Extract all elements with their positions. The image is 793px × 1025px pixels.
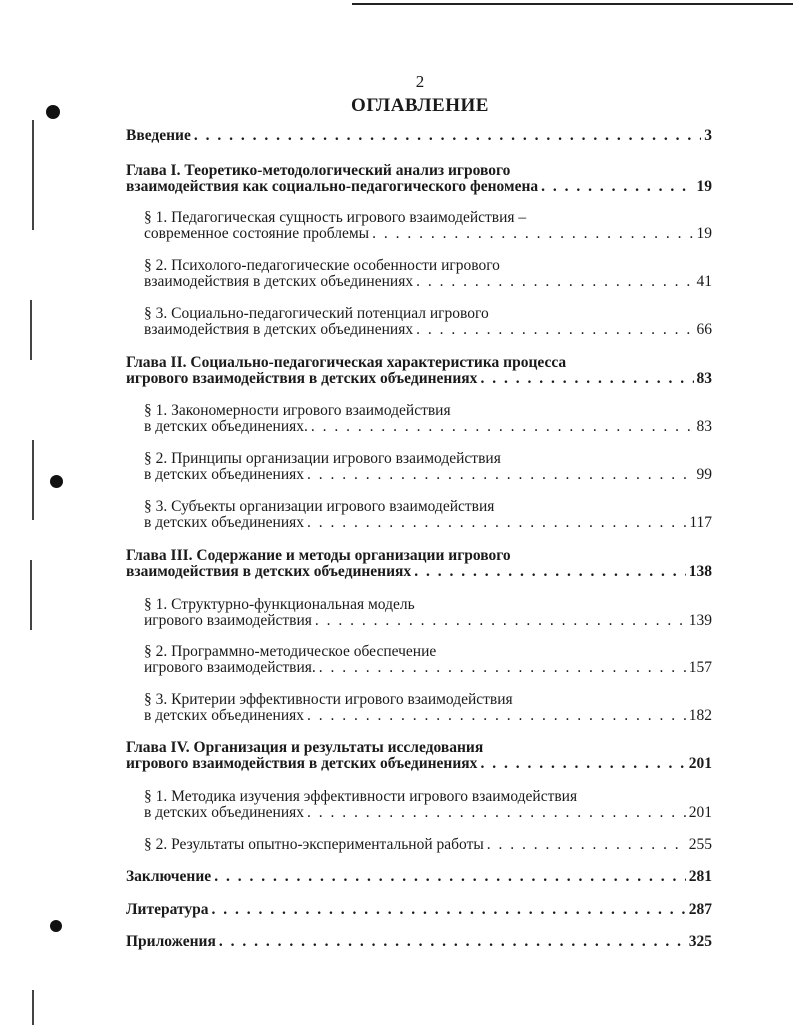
toc-entry-text: Глава I. Теоретико-методологический анализ игрового: [126, 162, 511, 179]
toc-chapter-entry: [126, 355, 712, 387]
toc-entry-line: [144, 708, 712, 724]
dot-leader: [194, 128, 701, 144]
dot-leader: [211, 902, 685, 918]
dot-leader: [541, 179, 693, 195]
toc-entry-line: [144, 644, 712, 660]
toc-entry-line: [144, 226, 712, 242]
scan-margin-mark: [32, 440, 34, 520]
toc-page-number: 19: [696, 225, 712, 242]
toc-entry-text: современное состояние проблемы: [144, 225, 370, 242]
toc-entry-text: взаимодействия в детских объединениях: [126, 563, 412, 580]
toc-chapter-entry: [126, 934, 712, 950]
scan-margin-mark: [32, 990, 34, 1025]
toc-entry-text: § 3. Субъекты организации игрового взаимодействия: [144, 498, 495, 515]
toc-entry-text: § 1. Методика изучения эффективности игрового взаимодействия: [144, 788, 578, 805]
toc-chapter-entry: [126, 548, 712, 580]
hole-punch-mark: [50, 475, 63, 488]
dot-leader: [307, 805, 686, 821]
toc-entry-line: [144, 837, 712, 853]
toc-entry-text: § 2. Психолого-педагогические особенности игрового: [144, 257, 500, 274]
toc-page-number: 83: [696, 370, 712, 387]
toc-entry-line: [144, 805, 712, 821]
dot-leader: [416, 322, 693, 338]
toc-entry-line: [126, 756, 712, 772]
toc-entry-text: игрового взаимодействия в детских объединениях: [126, 755, 478, 772]
dot-leader: [414, 564, 686, 580]
scan-top-rule: [352, 3, 793, 5]
toc-entry-line: [144, 258, 712, 274]
toc-page-number: 139: [688, 612, 712, 629]
toc-section-entry: [144, 210, 712, 242]
dot-leader: [307, 708, 686, 724]
toc-entry-text: § 3. Социально-педагогический потенциал игрового: [144, 305, 489, 322]
hole-punch-mark: [50, 920, 62, 932]
toc-chapter-entry: [126, 869, 712, 885]
toc-entry-text: взаимодействия как социально-педагогического феномена: [126, 178, 539, 195]
toc-entry-text: § 1. Закономерности игрового взаимодействия: [144, 402, 451, 419]
toc-section-entry: [144, 306, 712, 338]
toc-entry-text: Введение: [126, 127, 191, 144]
toc-entry-line: [144, 403, 712, 419]
dot-leader: [315, 613, 686, 629]
toc-entry-line: [126, 934, 712, 950]
toc-chapter-entry: [126, 902, 712, 918]
toc-entry-text: § 2. Результаты опытно-экспериментальной работы: [144, 836, 484, 853]
toc-entry-text: § 2. Программно-методическое обеспечение: [144, 643, 437, 660]
toc-entry-text: Глава III. Содержание и методы организации игрового: [126, 547, 511, 564]
scan-margin-mark: [32, 120, 34, 230]
toc-entry-text: Глава II. Социально-педагогическая характеристика процесса: [126, 354, 567, 371]
toc-entry-line: [126, 740, 712, 756]
dot-leader: [307, 467, 693, 483]
dot-leader: [487, 837, 686, 853]
toc-entry-line: [144, 451, 712, 467]
toc-section-entry: [144, 837, 712, 853]
toc-entry-line: [144, 660, 712, 676]
toc-page-number: 281: [688, 868, 712, 885]
dot-leader: [372, 226, 693, 242]
toc-entry-text: взаимодействия в детских объединениях: [144, 273, 414, 290]
toc-entry-text: Литература: [126, 901, 209, 918]
toc-entry-line: [144, 467, 712, 483]
toc-entry-line: [144, 692, 712, 708]
scan-margin-mark: [30, 560, 32, 630]
toc-entry-text: Приложения: [126, 933, 216, 950]
toc-page-number: 83: [696, 418, 712, 435]
toc-page-number: 157: [688, 659, 712, 676]
toc-section-entry: [144, 451, 712, 483]
page-number: 2: [415, 72, 425, 91]
toc-title: ОГЛАВЛЕНИЕ: [351, 95, 489, 116]
toc-entry-text: § 1. Педагогическая сущность игрового взаимодействия –: [144, 209, 527, 226]
toc-entry-text: Заключение: [126, 868, 212, 885]
toc-entry-line: [144, 597, 712, 613]
toc-entry-text: в детских объединениях: [144, 466, 305, 483]
toc-chapter-entry: [126, 740, 712, 772]
toc-entry-text: в детских объединениях: [144, 804, 305, 821]
toc-section-entry: [144, 258, 712, 290]
toc-entry-text: § 3. Критерии эффективности игрового взаимодействия: [144, 691, 513, 708]
toc-page-number: 41: [696, 273, 712, 290]
toc-entry-line: [126, 548, 712, 564]
toc-chapter-entry: [126, 163, 712, 195]
toc-entry-text: в детских объединениях.: [144, 418, 308, 435]
toc-chapter-entry: [126, 128, 712, 144]
toc-page-number: 201: [688, 804, 712, 821]
toc-entry-line: [126, 128, 712, 144]
toc-entry-text: Глава IV. Организация и результаты исследования: [126, 739, 484, 756]
toc-entry-line: [144, 515, 712, 531]
dot-leader: [480, 756, 685, 772]
toc-entry-text: § 1. Структурно-функциональная модель: [144, 596, 415, 613]
toc-page-number: 3: [704, 127, 712, 144]
toc-page-number: 255: [688, 836, 712, 853]
toc-entry-line: [126, 902, 712, 918]
toc-entry-line: [144, 613, 712, 629]
toc-entry-text: игрового взаимодействия.: [144, 659, 316, 676]
dot-leader: [319, 660, 686, 676]
toc-section-entry: [144, 403, 712, 435]
toc-page-number: 182: [688, 707, 712, 724]
toc-section-entry: [144, 692, 712, 724]
toc-entry-text: в детских объединениях: [144, 707, 305, 724]
toc-entry-line: [126, 163, 712, 179]
toc-entry-line: [144, 210, 712, 226]
toc-entry-line: [144, 789, 712, 805]
toc-page-number: 19: [696, 178, 712, 195]
toc-entry-line: [126, 355, 712, 371]
toc-section-entry: [144, 499, 712, 531]
toc-entry-line: [144, 306, 712, 322]
toc-entry-text: игрового взаимодействия в детских объединениях: [126, 370, 478, 387]
toc-entry-text: § 2. Принципы организации игрового взаимодействия: [144, 450, 501, 467]
toc-entry-line: [144, 274, 712, 290]
dot-leader: [480, 371, 693, 387]
toc-entry-line: [144, 322, 712, 338]
toc-entry-text: в детских объединениях: [144, 514, 305, 531]
toc-page-number: 201: [688, 755, 712, 772]
dot-leader: [311, 419, 694, 435]
toc-page-number: 66: [696, 321, 712, 338]
toc-entry-line: [126, 564, 712, 580]
scan-margin-mark: [30, 300, 32, 360]
toc-page-number: 287: [688, 901, 712, 918]
dot-leader: [214, 869, 686, 885]
toc-entry-line: [126, 371, 712, 387]
toc-entry-line: [126, 179, 712, 195]
dot-leader: [219, 934, 686, 950]
toc-section-entry: [144, 789, 712, 821]
toc-entry-line: [144, 419, 712, 435]
dot-leader: [416, 274, 693, 290]
toc-section-entry: [144, 644, 712, 676]
toc-entry-text: игрового взаимодействия: [144, 612, 312, 629]
dot-leader: [307, 515, 686, 531]
toc-page-number: 117: [689, 514, 712, 531]
toc-entry-line: [144, 499, 712, 515]
toc-page-number: 138: [688, 563, 712, 580]
toc-entry-line: [126, 869, 712, 885]
toc-page-number: 325: [688, 933, 712, 950]
toc-section-entry: [144, 597, 712, 629]
toc-entry-text: взаимодействия в детских объединениях: [144, 321, 414, 338]
toc-page-number: 99: [696, 466, 712, 483]
